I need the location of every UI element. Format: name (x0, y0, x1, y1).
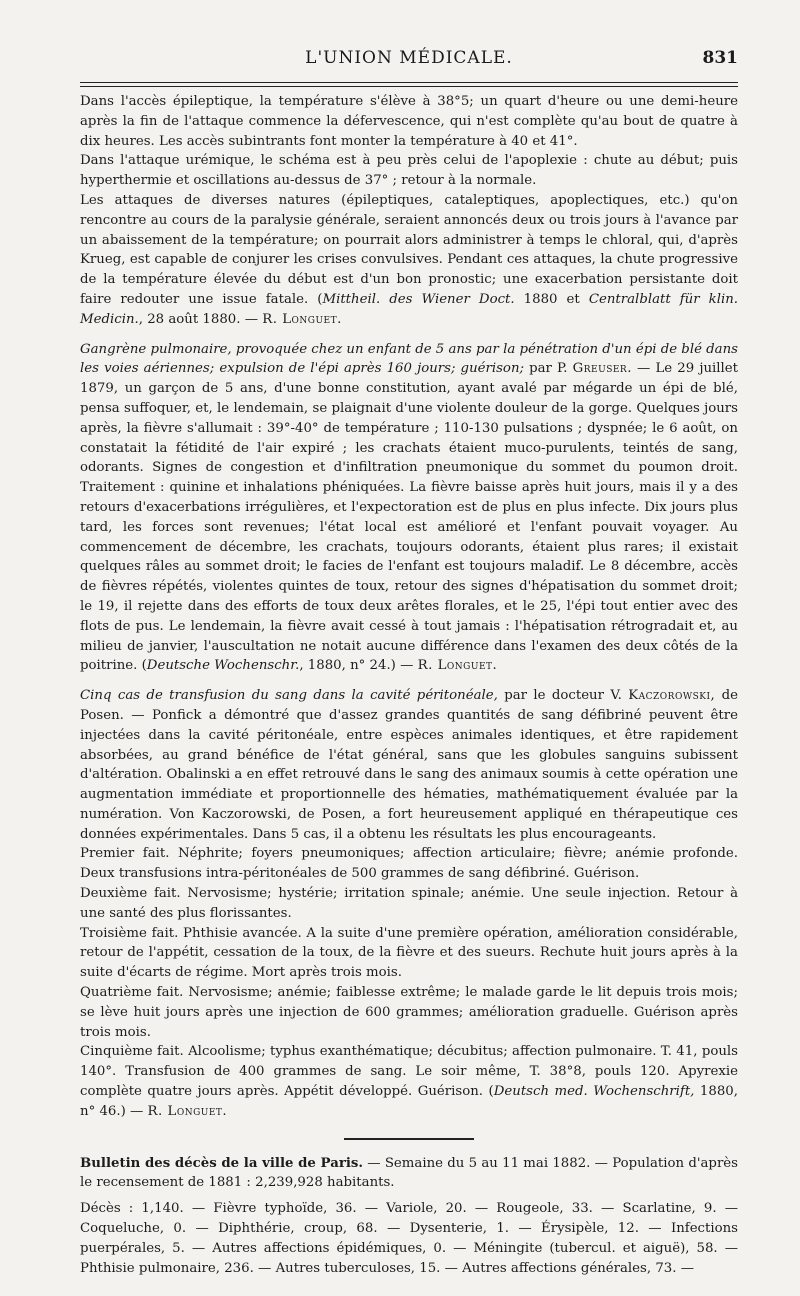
bulletin-title: Bulletin des décès de la ville de Paris. (80, 1155, 363, 1171)
bulletin-deaths: Décès : 1,140. — Fièvre typhoïde, 36. — Variole, 20. — Rougeole, 33. — Scarlatine, 9. — Coqueluche, 0. — Diphthérie, croup, 68. — Dysenterie, 1. — Érysipèle, 12. — Infections puerpérales, 5. — Autres affections épidémiques, 0. — Méningite (tubercul. et aiguë), 58. — Phthisie pulmonaire, 236. — Autres tuberculoses, 15. — Autres affections générales, 73. — (80, 1201, 738, 1276)
paragraph-paralysis (80, 191, 738, 330)
page-header (80, 48, 738, 76)
case-five (80, 1042, 738, 1121)
author-signature: R. Longuet. (147, 1103, 228, 1119)
citation: Deutsch med. Wochenschrift, (493, 1084, 695, 1100)
bulletin-intro: — Semaine du 5 au 11 mai 1882. — Population d'après le recensement de 1881 : 2,239,928 habitants. (80, 1155, 738, 1191)
section-separator (344, 1138, 474, 1140)
case-three: Troisième fait. Phthisie avancée. A la suite d'une première opération, amélioration considérable, retour de l'appétit, cessation de la toux, de la fièvre et des sueurs. Rechute huit jours après à la suite d'écarts de régime. Mort après trois mois. (80, 925, 738, 981)
author-signature: R. Longuet. (417, 658, 498, 674)
paragraph-uremic: Dans l'attaque urémique, le schéma est à peu près celui de l'apoplexie : chute au début; puis hyperthermie et oscillations au-dessus de 37° ; retour à la normale. (80, 153, 738, 189)
case-one: Premier fait. Néphrite; foyers pneumoniques; affection articulaire; fièvre; anémie profonde. Deux transfusions intra-péritonéales de 500 grammes de sang défibriné. Guérison. (80, 846, 738, 882)
citation-date: , 1880, n° 24.) — (299, 658, 418, 674)
byline: par le docteur V. (497, 688, 629, 704)
author-name: Kaczorowski, (628, 688, 716, 704)
case-text: Cinquième fait. Alcoolisme; typhus exanthématique; décubitus; affection pulmonaire. T. 41, pouls 140°. Transfusion de 400 grammes de sang. Le soir même, T. 38°8, pouls 120. Apyrexie complète quatre jours après. Appétit développé. Guérison. ( (80, 1044, 738, 1100)
author-name: Greuser. (572, 361, 632, 377)
article-text: — Le 29 juillet 1879, un garçon de 5 ans, d'une bonne constitution, ayant avalé par mégarde un épi de blé, pensa suffoquer, et, le lendemain, se plaignait d'une violente douleur de la gorge. Quelques jours après, la fièvre s'allumait : 39°-40° de température ; 110-130 pulsations ; dyspnée; le 6 août, on constatait la fétidité de l'air expiré ; les crachats étaient muco-purulents, teintés de sang, odorants. Signes de congestion et d'infiltration pneumonique du sommet du poumon droit. Traitement : quinine et inhalations phéniquées. La fièvre baisse après huit jours, mais il y a des retours d'exacerbations irrégulières, et l'expectoration est de plus en plus infecte. Dix jours plus tard, les forces sont revenues; l'état local est amélioré et l'enfant pouvait voyager. Au commencement de décembre, les crachats, toujours odorants, étaient plus rares; il existait quelques râles au sommet droit; le facies de l'enfant est toujours maladif. Le 8 décembre, accès de fièvres répétés, violentes quintes de toux, retour des signes d'hépatisation du sommet droit; le 19, il rejette dans des efforts de toux deux arêtes florales, et le 25, l'épi tout entier avec des flots de pus. Le lendemain, la fièvre avait cessé à tout jamais : l'hépatisation rétrogradait et, au milieu de janvier, l'auscultation ne notait aucune différence dans l'examen des deux côtés de la poitrine. ( (80, 361, 738, 674)
article-title: Gangrène pulmonaire, provoquée chez un enfant de 5 ans par la pénétration d'un épi de blé dans les voies aériennes; expulsion de l'épi après 160 jours; guérison; (80, 341, 738, 377)
article-title: Cinq cas de transfusion du sang dans la cavité péritonéale, (80, 688, 498, 704)
header-rule (80, 82, 738, 83)
citation-year: 1880 et (514, 291, 589, 307)
citation: Mittheil. des Wiener Doct. (322, 291, 515, 307)
paragraph-text: Les attaques de diverses natures (épileptiques, cataleptiques, apoplectiques, etc.) qu'on rencontre au cours de la paralysie générale, seraient annoncés deux ou trois jours à l'avance par un abaissement de la température; on pourrait alors administrer à temps le chloral, qui, d'après Krueg, est capable de conjurer les crises convulsives. Pendant ces attaques, la chute progressive de la température élevée du début est d'un bon pronostic; une exacerbation persistante doit faire redouter une issue fatale. ( (80, 192, 738, 307)
paragraph-epileptic: Dans l'accès épileptique, la température s'élève à 38°5; un quart d'heure ou une demi-heure après la fin de l'attaque commence la défervescence, qui n'est complète qu'au bout de quatre à dix heures. Les accès subintrants font monter la température à 40 et 41°. (80, 94, 738, 149)
case-four: Quatrième fait. Nervosisme; anémie; faiblesse extrême; le malade garde le lit depuis trois mois; se lève huit jours après une injection de 600 grammes; amélioration graduelle. Guérison après trois mois. (80, 985, 738, 1040)
article-body (80, 92, 738, 1278)
citation-date: , 28 août 1880. — (138, 311, 263, 327)
article-text: de Posen. — Ponfick a démontré que d'assez grandes quantités de sang défibriné peuvent être injectées dans la cavité péritonéale, entre espèces animales identiques, et être rapidement absorbées, au grand bénéfice de l'état général, sans que les globules sanguins subissent d'altération. Obalinski a en effet retrouvé dans le sang des animaux soumis à cette opération une augmentation immédiate et proportionnelle des hématies, mathématiquement évaluée par la numération. Von Kaczorowski, de Posen, a fort heureusement appliqué en thérapeutique ces données expérimentales. Dans 5 cas, il a obtenu les résultats les plus encourageants. (80, 688, 739, 842)
bulletin-header (80, 1154, 738, 1194)
author-signature: R. Longuet. (262, 311, 342, 327)
article-gangrene (80, 340, 738, 677)
page-number: 831 (702, 48, 738, 68)
citation-date: 1880, n° 46.) — (80, 1084, 738, 1119)
article-transfusion (80, 686, 738, 844)
case-two: Deuxième fait. Nervosisme; hystérie; irritation spinale; anémie. Une seule injection. Retour à une santé des plus florissantes. (80, 886, 738, 921)
running-title: L'UNION MÉDICALE. (305, 48, 513, 68)
citation: Centralblatt für klin. Medicin. (80, 291, 739, 327)
byline: par P. (524, 361, 573, 377)
citation: Deutsche Wochenschr. (146, 658, 300, 674)
